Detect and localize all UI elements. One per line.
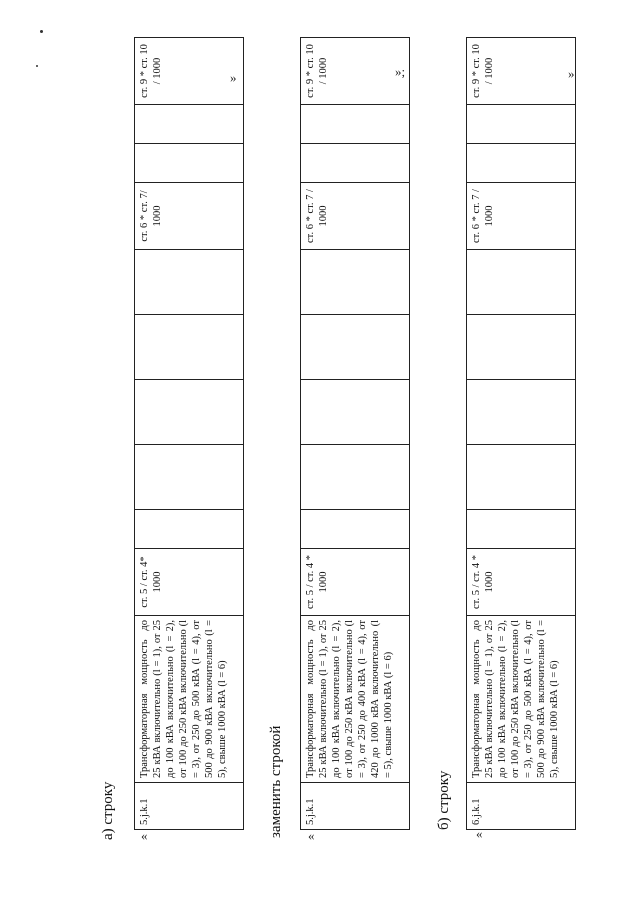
scan-speck — [40, 30, 43, 33]
table-row — [301, 38, 410, 830]
empty-cell — [467, 445, 576, 510]
row-code: 5.j.k.1 — [301, 783, 410, 830]
empty-cell — [301, 510, 410, 549]
formula-cell: ст. 5 / ст. 4 * 1000 — [467, 549, 576, 616]
empty-cell — [301, 144, 410, 183]
scan-speck — [36, 65, 38, 67]
close-quote: » — [230, 70, 237, 85]
empty-cell — [301, 315, 410, 380]
empty-cell — [135, 380, 244, 445]
row-description: Трансформаторная мощность до 25 кВА включительно (l = 1), от 25 до 100 кВА включительно (l = 2), от 100 до 250 кВА включительно (l = 3), от 250 до 400 кВА (l = 4), от 420 до 1000 кВА включительно (l = 5), свыше 1000 кВА (l = 6) — [301, 616, 410, 783]
empty-cell — [135, 250, 244, 315]
empty-cell — [467, 315, 576, 380]
section-a-label: а) строку — [100, 781, 116, 840]
row-description: Трансформаторная мощность до 25 кВА включительно (l = 1), от 25 до 100 кВА включительно (l = 2), от 100 до 250 кВА включительно (l = 3), от 250 до 500 кВА (l = 4), от 500 до 900 кВА включительно (l = 5), свыше 1000 кВА (l = 6) — [135, 616, 244, 783]
empty-cell — [135, 105, 244, 144]
empty-cell — [135, 445, 244, 510]
section-replace-label: заменить строкой — [268, 725, 284, 838]
table-a — [134, 37, 244, 830]
formula-cell: ст. 6 * ст. 7 / 1000 — [467, 183, 576, 250]
empty-cell — [135, 510, 244, 549]
empty-cell — [301, 445, 410, 510]
open-quote: « — [476, 826, 483, 841]
row-code: 5.j.k.1 — [135, 783, 244, 830]
empty-cell — [301, 105, 410, 144]
table-row — [135, 38, 244, 830]
empty-cell — [467, 510, 576, 549]
open-quote: « — [141, 828, 148, 843]
formula-cell: ст. 9 * ст. 10 / 1000 — [135, 38, 244, 105]
row-code: 6.j.k.1 — [467, 783, 576, 830]
formula-cell: ст. 9 * ст. 10 / 1000 — [467, 38, 576, 105]
empty-cell — [467, 250, 576, 315]
table-b — [466, 37, 576, 830]
close-quote: » — [568, 66, 575, 81]
open-quote: « — [308, 828, 315, 843]
empty-cell — [467, 105, 576, 144]
empty-cell — [301, 380, 410, 445]
table-row — [467, 38, 576, 830]
close-quote: »; — [395, 64, 406, 79]
formula-cell: ст. 5 / ст. 4* 1000 — [135, 549, 244, 616]
row-description: Трансформаторная мощность до 25 кВА включительно (l = 1), от 25 до 100 кВА включительно (l = 2), от 100 до 250 кВА включительно (l = 3), от 250 до 500 кВА (l = 4), от 500 до 900 кВА включительно (l = 5), свыше 1000 кВА (l = 6) — [467, 616, 576, 783]
empty-cell — [135, 144, 244, 183]
empty-cell — [135, 315, 244, 380]
table-replace — [300, 37, 410, 830]
section-b-label: б) строку — [436, 770, 452, 830]
formula-cell: ст. 6 * ст. 7/ 1000 — [135, 183, 244, 250]
empty-cell — [301, 250, 410, 315]
empty-cell — [467, 380, 576, 445]
formula-cell: ст. 5 / ст. 4 * 1000 — [301, 549, 410, 616]
formula-cell: ст. 9 * ст. 10 / 1000 — [301, 38, 410, 105]
empty-cell — [467, 144, 576, 183]
formula-cell: ст. 6 * ст. 7 / 1000 — [301, 183, 410, 250]
